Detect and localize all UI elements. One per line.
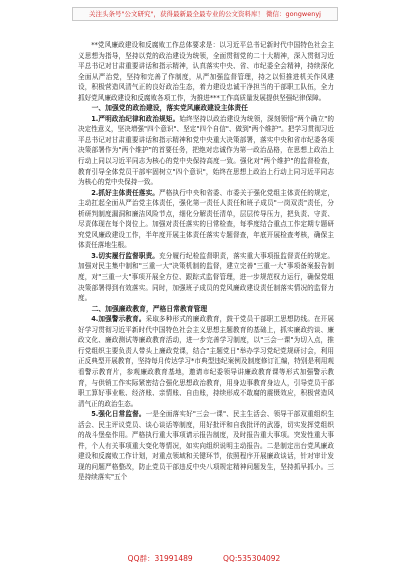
- item-2-body: 严格执行中央和省委、市委关于强化党组主体责任的规定，主动扛起全面从严治党主体责任，强化第一责任人责任和班子成员"一岗双责"责任，分析研判制度漏洞和廉洁风险节点，细化分解责任清单，层层传导压力，把负责、守责、尽责体现在每个岗位上。加强对责任落实的日常检查，每季度结合重点工作定期专题研究党风廉政建设工作，半年度开展主体责任落实专题督查，年底开展检查考核，确保主体责任落地生根。: [78, 188, 334, 250]
- section-2-heading: 二、加强廉政教育，严格日常教育管理: [91, 304, 208, 313]
- item-3-lead: 3.切实履行监督职责。: [91, 251, 160, 260]
- item-4-lead: 4.加强警示教育。: [91, 315, 146, 324]
- intro-paragraph: **党风廉政建设和反腐败工作总体要求是：以习近平总书记新时代中国特色社会主义思想为指导，坚持以党的政治建设为统领，全面贯彻党的二十大精神，深入贯彻习近平总书记对甘肃重要讲话和指示精神，认真落实中央、省、市纪委全会精神，持续深化全面从严治党，坚持和完善了作制度，从严加强监督管理，持之以恒推进机关作风建设，积极营造风清气正的良好政治生态，着力建设忠诚干净担当的干部职工队伍，全力抓好党风廉政建设和反腐败各项工作，为推进***工作高质量发展提供坚强纪律保障。: [78, 41, 334, 102]
- promo-banner: [72, 7, 338, 21]
- qq-contact-text: QQ:535304092: [223, 554, 281, 563]
- item-5-lead: 5.强化日常监督。: [91, 410, 146, 419]
- item-2-lead: 2.抓好主体责任落实。: [91, 188, 160, 197]
- item-1-lead: 1.严明政治纪律和政治规矩。: [91, 114, 180, 123]
- item-4-body: 采取多种形式的廉政教育，鼓干党员干部职工思想防线。在开展好学习贯彻习近平新时代中国特色社会主义思想主题教育的基础上，抓实廉政约谈、廉政文化、廉政测试等廉政教育活动，进一步完善学习制度，以"三会一课"为切入点，推行党组织主要负责人带头上廉政党课，结合"主题党日"举办学习党纪党规研讨会，利用正反典型开展教育，坚持每月传达学习*市典型违纪案例及制度修订汇编，特别是利用观看警示教育片，参观廉政教育基地，邀请市纪委领导讲廉政教育课等形式加强警示教育，与供销工作实际紧密结合强化思想政治教育，用身边事教育身边人，引导党员干部职工算好事业帐、经济账、亲情账、自由账，持续形成不敢腐的震慑效应，积极营造风清气正的政治生态。: [78, 315, 334, 408]
- item-5: [78, 409, 334, 483]
- item-5-body: 一是全面落实好"三会一课"、民主生活会、领导干部双重组织生活会、民主评议党员、谈心谈话等制度，用好批评和自我批评的武器，切实发挥党组织的战斗堡垒作用。严格执行重大事项请示报告制度，及时报告重大事项。突发性重大事件，个人有关事项重大变化等情况，如实向组织说明主动报告。二是制定出台党风廉政建设和反腐败工作计划，对重点领域和关键环节，依照程序开展廉政谈话，针对审计发现的问题严格整改，防止党员干部违反中央八项规定精神问题发生，坚持抓早抓小。三是持续落实"五个: [78, 410, 334, 482]
- section-1-heading: 一、加强党的政治建设，落实党风廉政建设主体责任: [91, 104, 248, 113]
- item-2: [78, 188, 334, 251]
- qq-group-text: QQ群：31991489: [127, 554, 193, 563]
- document-body: [78, 40, 334, 540]
- item-3: [78, 251, 334, 304]
- item-3-body: 充分履行纪检监督职责，落实重大事项报监督责任的规定。加强对民主集中制和"三重一大"决策机制的监督，建立完善"三重一大"事项备案报告制度，对"三重一大"事项开展全方位、跟踪式监督管理，进一步规范权力运行，确保党组决策部署得到有效落实。同时，加强班子成员的党风廉政建设责任制落实情况的监督力度。: [78, 251, 334, 303]
- contact-footer: [0, 552, 408, 566]
- item-1: [78, 114, 334, 188]
- item-1-body: 始终坚持以政治建设为统领，深刻领悟"两个确立"的决定性意义，坚决增强"四个意识"、坚定"四个自信"、做到"两个维护"。把学习贯彻习近平总书记对甘肃重要讲话和指示精神和党中央重大决策部署，落实中央和省市纪委各项决策部署作为"两个维护"的首要任务，把绝对忠诚作为第一政治品格，在思想上政治上行动上同以习近平同志为核心的党中央保持高度一致。强化对"两个维护"的监督检查，教育引导全体党员干部牢固树立"四个意识"，始终在思想上政治上行动上同习近平同志为核心的党中央保持一致。: [78, 114, 334, 187]
- item-4: [78, 314, 334, 409]
- promo-banner-text: 关注头条号"公文研究"，获得最新最全最专业的公文资料库！ 微信：gongwenyj: [89, 10, 321, 18]
